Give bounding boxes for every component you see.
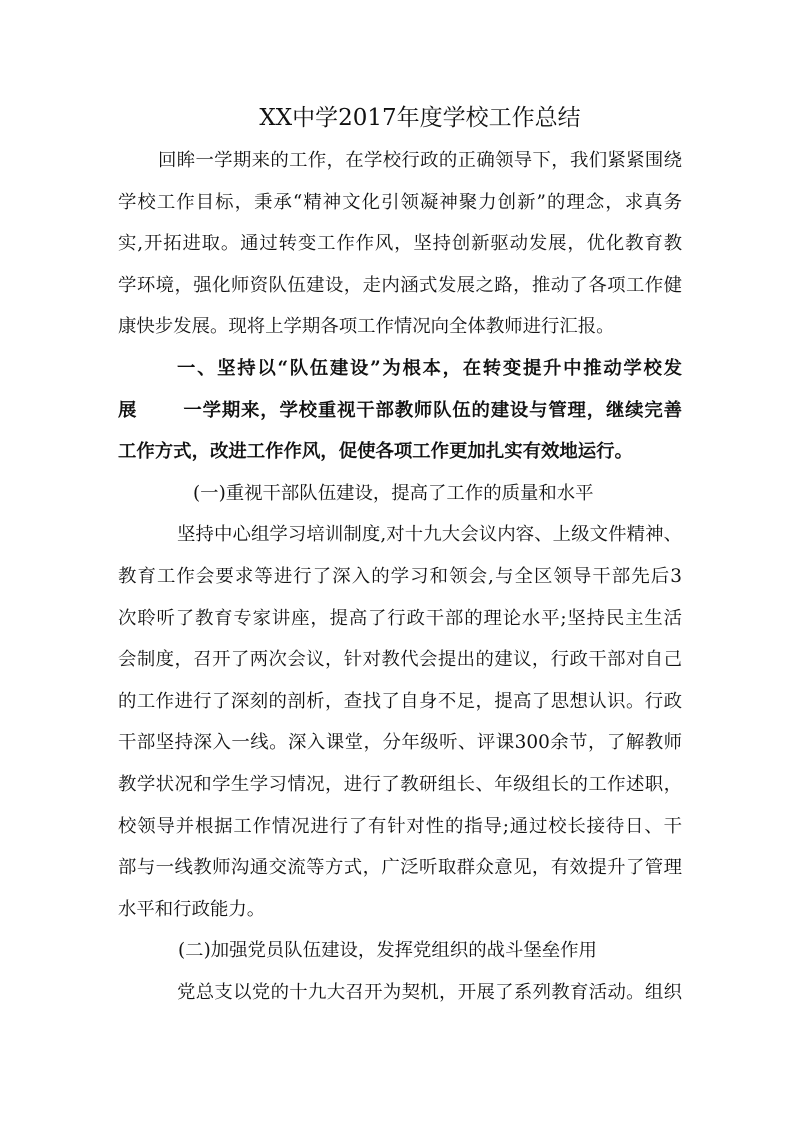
subsection-1-line-5: 的工作进行了深刻的剖析，查找了自身不足，提高了思想认识。行政 xyxy=(118,690,682,712)
intro-line-5: 康快步发展。现将上学期各项工作情况向全体教师进行汇报。 xyxy=(118,316,615,338)
section-1-heading-line-2 xyxy=(118,390,682,432)
subsection-1-line-3: 次聆听了教育专家讲座，提高了行政干部的理论水平;坚持民主生活 xyxy=(118,607,682,629)
intro-line-2: 学校工作目标，秉承“精神文化引领凝神聚力创新”的理念，求真务 xyxy=(118,191,682,213)
section-1-lead-line-1: 一学期来，学校重视干部教师队伍的建设与管理，继续完善 xyxy=(183,399,682,421)
subsection-1-line-4: 会制度，召开了两次会议，针对教代会提出的建议，行政干部对自己 xyxy=(118,649,682,671)
document-title: XX中学2017年度学校工作总结 xyxy=(259,105,581,131)
intro-line-1: 回眸一学期来的工作，在学校行政的正确领导下，我们紧紧围绕 xyxy=(158,150,682,171)
subsection-1-line-9: 部与一线教师沟通交流等方式，广泛听取群众意见，有效提升了管理 xyxy=(118,857,682,879)
intro-paragraph xyxy=(118,140,682,348)
subsection-1-heading: (一)重视干部队伍建设，提高了工作的质量和水平 xyxy=(193,482,594,504)
subsection-1 xyxy=(118,473,682,931)
section-1-lead-line-2: 工作方式，改进工作作风，促使各项工作更加扎实有效地运行。 xyxy=(118,441,633,463)
section-1-heading-tail: 展 xyxy=(118,399,137,421)
subsection-2-line-1: 党总支以党的十九大召开为契机，开展了系列教育活动。组织 xyxy=(177,981,682,1003)
subsection-2 xyxy=(118,930,682,1013)
subsection-1-line-1: 坚持中心组学习培训制度,对十九大会议内容、上级文件精神、 xyxy=(177,524,682,546)
intro-line-3: 实,开拓进取。通过转变工作作风，坚持创新驱动发展，优化教育教 xyxy=(118,233,682,255)
subsection-1-line-8: 校领导并根据工作情况进行了有针对性的指导;通过校长接待日、干 xyxy=(118,815,682,837)
section-1-heading-line-1: 一、坚持以“队伍建设”为根本，在转变提升中推动学校发 xyxy=(177,357,682,379)
subsection-2-heading: (二)加强党员队伍建设，发挥党组织的战斗堡垒作用 xyxy=(178,940,597,962)
subsection-1-line-7: 教学状况和学生学习情况，进行了教研组长、年级组长的工作述职， xyxy=(118,773,682,795)
subsection-1-line-10: 水平和行政能力。 xyxy=(118,898,266,920)
subsection-1-line-2: 教育工作会要求等进行了深入的学习和领会,与全区领导干部先后3 xyxy=(118,565,682,587)
subsection-1-line-6: 干部坚持深入一线。深入课堂，分年级听、评课300余节，了解教师 xyxy=(118,732,682,754)
document-body xyxy=(118,97,682,1013)
intro-line-4: 学环境，强化师资队伍建设，走内涵式发展之路，推动了各项工作健 xyxy=(118,274,682,296)
section-1-heading-block xyxy=(118,348,682,473)
